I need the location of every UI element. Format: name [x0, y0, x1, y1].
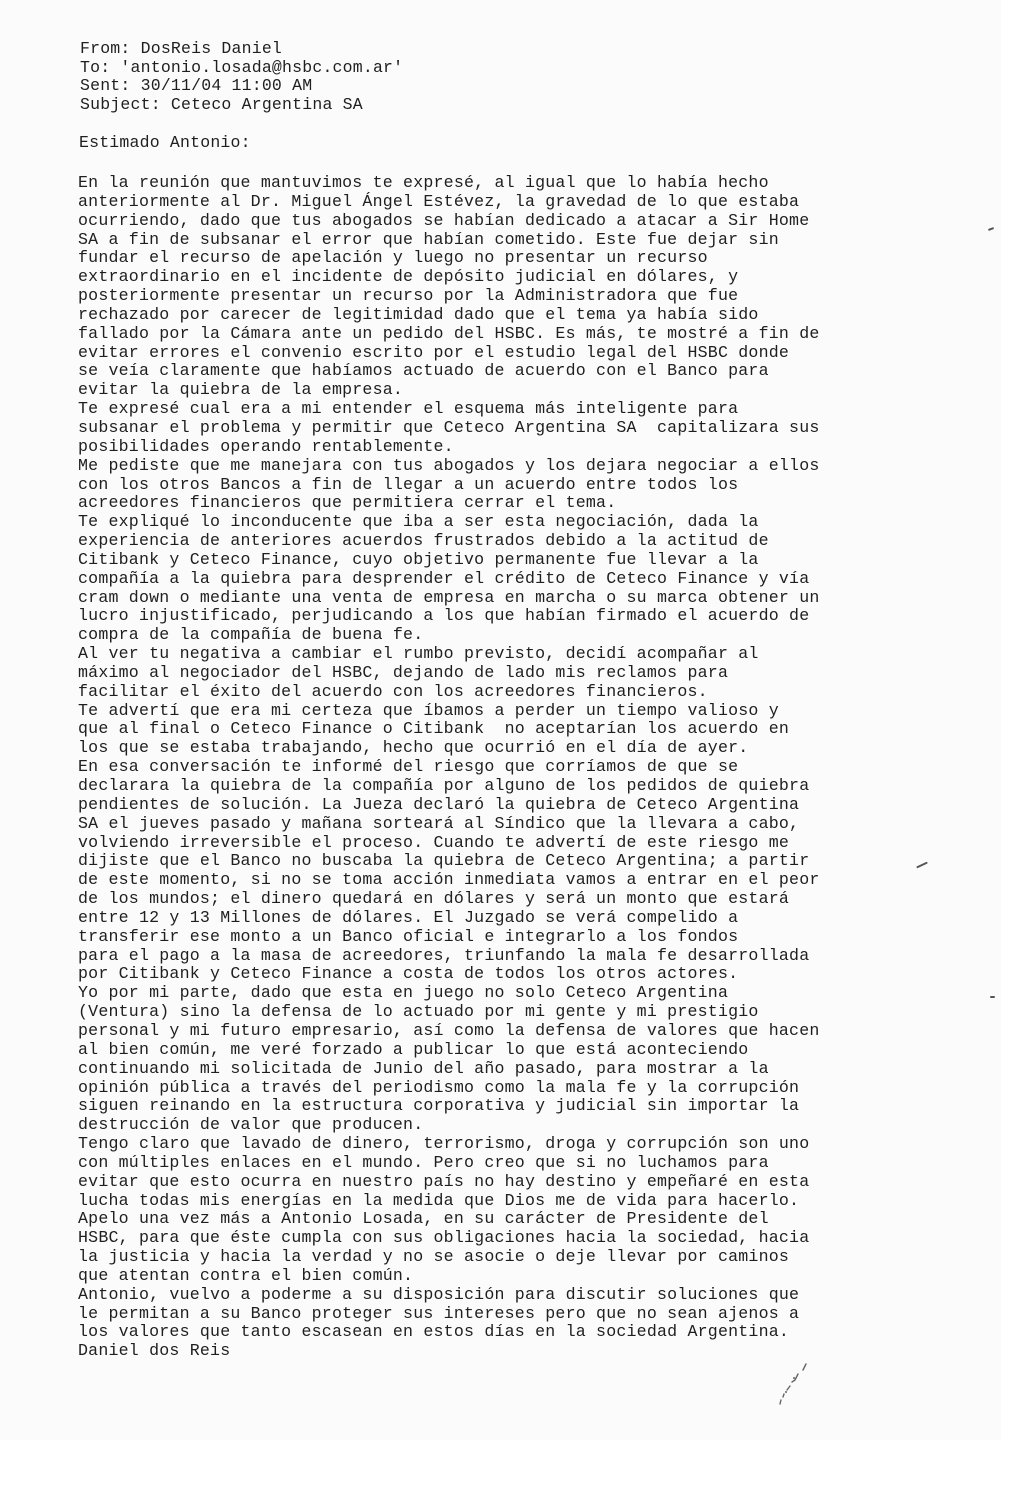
body-line: anteriormente al Dr. Miguel Ángel Estévez, la gravedad de lo que estaba [78, 191, 800, 211]
body-line: Daniel dos Reis [78, 1341, 231, 1361]
body-line: Me pediste que me manejara con tus abogados y los dejara negociar a ellos [78, 455, 820, 475]
body-line: continuando mi solicitada de Junio del año pasado, para mostrar a la [78, 1058, 769, 1078]
body-line: fundar el recurso de apelación y luego no presentar un recurso [78, 248, 708, 268]
body-line: transferir ese monto a un Banco oficial e integrarlo a los fondos [78, 926, 739, 946]
scan-margin [1001, 0, 1024, 1504]
body-line: personal y mi futuro empresario, así como la defensa de valores que hacen [78, 1020, 820, 1040]
body-line: la justicia y hacia la verdad y no se asocie o deje llevar por caminos [78, 1247, 790, 1267]
body-line: Tengo claro que lavado de dinero, terrorismo, droga y corrupción son uno [78, 1134, 810, 1154]
body-line: que al final o Ceteco Finance o Citibank no aceptarían los acuerdo en [78, 719, 790, 739]
body-line: cram down o mediante una venta de empresa en marcha o su marca obtener un [78, 587, 820, 607]
body-line: SA a fin de subsanar el error que habían cometido. Este fue dejar sin [78, 229, 779, 249]
body-line: los valores que tanto escasean en estos días en la sociedad Argentina. [78, 1322, 790, 1342]
body-line: declarara la quiebra de la compañía por alguno de los pedidos de quiebra [78, 776, 810, 795]
body-line: facilitar el éxito del acuerdo con los acreedores financieros. [78, 681, 708, 701]
body-line: lucha todas mis energías en la medida que Dios me de vida para hacerlo. [78, 1190, 800, 1210]
body-line: dijiste que el Banco no buscaba la quiebra de Ceteco Argentina; a partir [78, 851, 810, 871]
body-line: rechazado por carecer de legitimidad dado que el tema ya había sido [78, 304, 759, 324]
body-line: Citibank y Ceteco Finance, cuyo objetivo permanente fue llevar a la [78, 549, 759, 569]
body-line: compra de la compañía de buena fe. [78, 625, 424, 645]
body-line: que atentan contra el bien común. [78, 1265, 414, 1285]
body-line: posibilidades operando rentablemente. [78, 436, 454, 456]
header-to: To: 'antonio.losada@hsbc.com.ar' [80, 57, 404, 77]
email-body [78, 174, 818, 1361]
pen-mark [770, 1360, 820, 1410]
body-line: subsanar el problema y permitir que Ceteco Argentina SA capitalizara sus [78, 417, 820, 437]
body-line: Apelo una vez más a Antonio Losada, en su carácter de Presidente del [78, 1209, 769, 1229]
body-line: (Ventura) sino la defensa de lo actuado por mi gente y mi prestigio [78, 1002, 759, 1022]
body-line: evitar errores el convenio escrito por el estudio legal del HSBC donde [78, 342, 790, 362]
body-line: de este momento, si no se toma acción inmediata vamos a entrar en el peor [78, 870, 820, 890]
header-sent: Sent: 30/11/04 11:00 AM [80, 76, 313, 96]
body-line: con múltiples enlaces en el mundo. Pero creo que si no luchamos para [78, 1152, 769, 1172]
body-line: evitar la quiebra de la empresa. [78, 380, 404, 400]
body-line: de los mundos; el dinero quedará en dólares y será un monto que estará [78, 889, 790, 909]
body-line: Yo por mi parte, dado que esta en juego no solo Ceteco Argentina [78, 983, 729, 1003]
body-line: En esa conversación te informé del riesgo que corríamos de que se [78, 757, 739, 777]
body-line: pendientes de solución. La Jueza declaró la quiebra de Ceteco Argentina [78, 794, 800, 814]
body-line: Al ver tu negativa a cambiar el rumbo previsto, decidí acompañar al [78, 644, 759, 664]
scan-speck [916, 862, 928, 869]
body-line: opinión pública a través del periodismo como la mala fe y la corrupción [78, 1077, 800, 1097]
body-line: ocurriendo, dado que tus abogados se habían dedicado a atacar a Sir Home [78, 210, 810, 230]
body-line: compañía a la quiebra para desprender el crédito de Ceteco Finance y vía [78, 568, 810, 588]
body-line: Te advertí que era mi certeza que íbamos a perder un tiempo valioso y [78, 700, 779, 720]
body-line: Te expresé cual era a mi entender el esquema más inteligente para [78, 399, 739, 419]
body-line: al bien común, me veré forzado a publicar lo que está aconteciendo [78, 1039, 749, 1059]
body-line: evitar que esto ocurra en nuestro país no hay destino y empeñaré en esta [78, 1171, 810, 1191]
body-line: siguen reinando en la estructura corporativa y judicial sin importar la [78, 1096, 800, 1116]
body-line: Antonio, vuelvo a poderme a su disposición para discutir soluciones que [78, 1284, 800, 1304]
body-line: lucro injustificado, perjudicando a los que habían firmado el acuerdo de [78, 606, 810, 626]
body-line: le permitan a su Banco proteger sus intereses pero que no sean ajenos a [78, 1303, 800, 1323]
body-line: por Citibank y Ceteco Finance a costa de todos los otros actores. [78, 964, 739, 984]
body-line: los que se estaba trabajando, hecho que ocurrió en el día de ayer. [78, 738, 749, 758]
scan-margin [0, 1440, 1024, 1504]
body-line: experiencia de anteriores acuerdos frustrados debido a la actitud de [78, 531, 769, 551]
body-line: con los otros Bancos a fin de llegar a un acuerdo entre todos los [78, 474, 739, 494]
body-line: fallado por la Cámara ante un pedido del HSBC. Es más, te mostré a fin de [78, 323, 820, 343]
body-line: se veía claramente que habíamos actuado de acuerdo con el Banco para [78, 361, 769, 381]
body-line: HSBC, para que éste cumpla con sus obligaciones hacia la sociedad, hacia [78, 1228, 810, 1248]
scan-speck [988, 227, 994, 231]
body-line: extraordinario en el incidente de depósito judicial en dólares, y [78, 267, 739, 287]
scan-speck [990, 996, 995, 998]
body-line: En la reunión que mantuvimos te expresé, al igual que lo había hecho [78, 173, 769, 192]
header-subject: Subject: Ceteco Argentina SA [80, 94, 363, 114]
body-line: volviendo irreversible el proceso. Cuando te advertí de este riesgo me [78, 832, 790, 852]
body-line: destrucción de valor que producen. [78, 1115, 424, 1135]
salutation: Estimado Antonio: [79, 133, 251, 152]
body-line: entre 12 y 13 Millones de dólares. El Juzgado se verá compelido a [78, 907, 739, 927]
body-line: acreedores financieros que permitiera cerrar el tema. [78, 493, 617, 513]
body-line: para el pago a la masa de acreedores, triunfando la mala fe desarrollada [78, 945, 810, 965]
header-from: From: DosReis Daniel [80, 39, 283, 58]
body-line: SA el jueves pasado y mañana sorteará al Síndico que la llevara a cabo, [78, 813, 800, 833]
body-line: máximo al negociador del HSBC, dejando de lado mis reclamos para [78, 662, 729, 682]
body-line: posteriormente presentar un recurso por la Administradora que fue [78, 286, 739, 306]
email-header [80, 40, 403, 114]
body-line: Te expliqué lo inconducente que iba a ser esta negociación, dada la [78, 512, 759, 532]
